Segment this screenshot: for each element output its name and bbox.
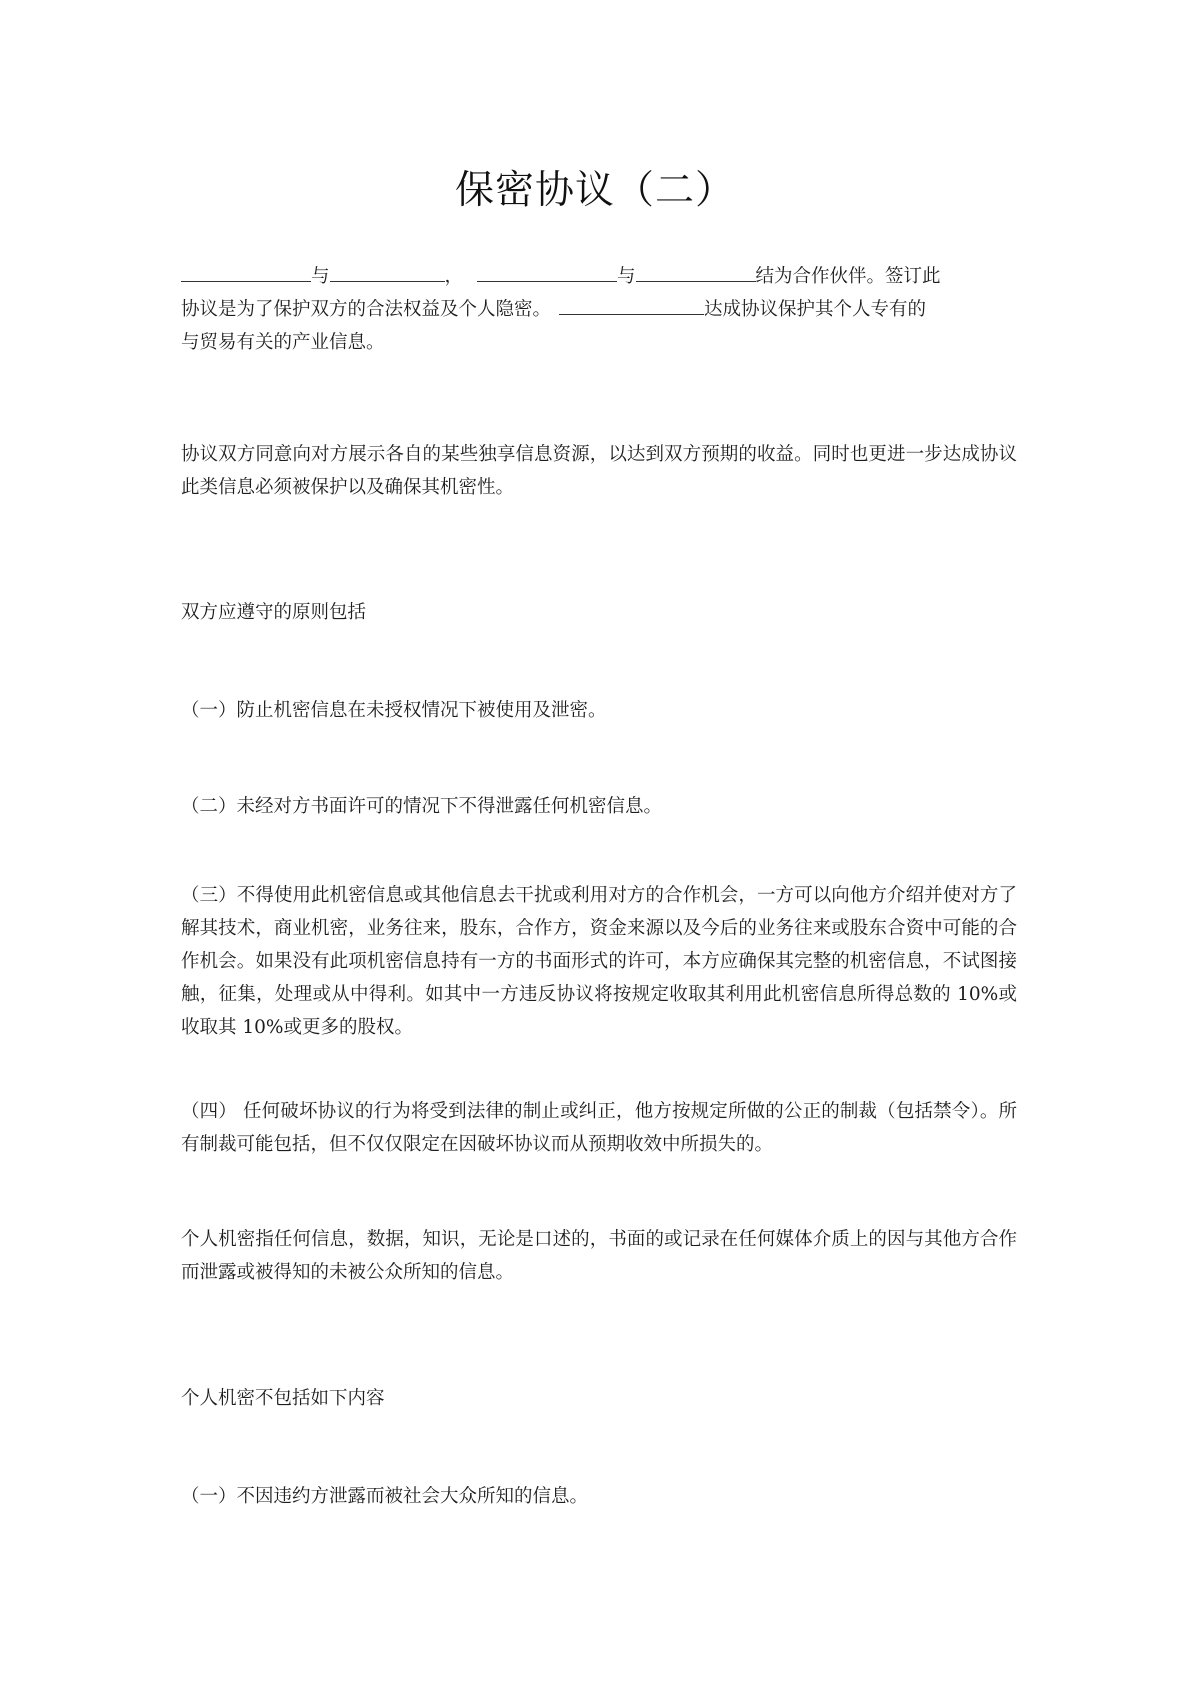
exclusions-heading: 个人机密不包括如下内容 [181,1388,385,1409]
document-title: 保密协议（二） [454,168,735,213]
intro-line-1: 与 ， 与 结为合作伙伴。签订此 [181,260,1017,293]
principle-1: （一）防止机密信息在未授权情况下被使用及泄密。 [181,700,607,721]
party-d-blank[interactable] [636,261,756,282]
principle-3: （三）不得使用此机密信息或其他信息去干扰或利用对方的合作机会，一方可以向他方介绍并使对方了解其技术，商业机密，业务往来，股东，合作方，资金来源以及今后的业务往来或股东合资中可能的合作机会。如果没有此项机密信息持有一方的书面形式的许可，本方应确保其完整的机密信息，不试图接触，征集，处理或从中得利。如其中一方违反协议将按规定收取其利用此机密信息所得总数的 10%或收取其 10%或更多的股权。 [181,885,1017,1038]
principle-4: （四） 任何破坏协议的行为将受到法律的制止或纠正，他方按规定所做的公正的制裁（包括禁令）。所有制裁可能包括，但不仅仅限定在因破坏协议而从预期收效中所损失的。 [181,1101,1017,1155]
principles-heading: 双方应遵守的原则包括 [181,602,367,623]
intro-line-3: 与贸易有关的产业信息。 [181,332,385,353]
party-e-blank[interactable] [559,294,704,315]
definition-paragraph: 个人机密指任何信息，数据，知识，无论是口述的，书面的或记录在任何媒体介质上的因与其他方合作而泄露或被得知的未被公众所知的信息。 [181,1229,1017,1283]
intro-paragraph [181,260,1017,359]
exclusion-1: （一）不因违约方泄露而被社会大众所知的信息。 [181,1486,589,1507]
party-a-blank[interactable] [181,261,311,282]
intro-line-2: 协议是为了保护双方的合法权益及个人隐密。 达成协议保护其个人专有的 [181,293,1017,326]
principle-2: （二）未经对方书面许可的情况下不得泄露任何机密信息。 [181,796,663,817]
purpose-paragraph: 协议双方同意向对方展示各自的某些独享信息资源，以达到双方预期的收益。同时也更进一步达成协议此类信息必须被保护以及确保其机密性。 [181,444,1017,498]
party-b-blank[interactable] [330,261,445,282]
party-c-blank[interactable] [477,261,617,282]
